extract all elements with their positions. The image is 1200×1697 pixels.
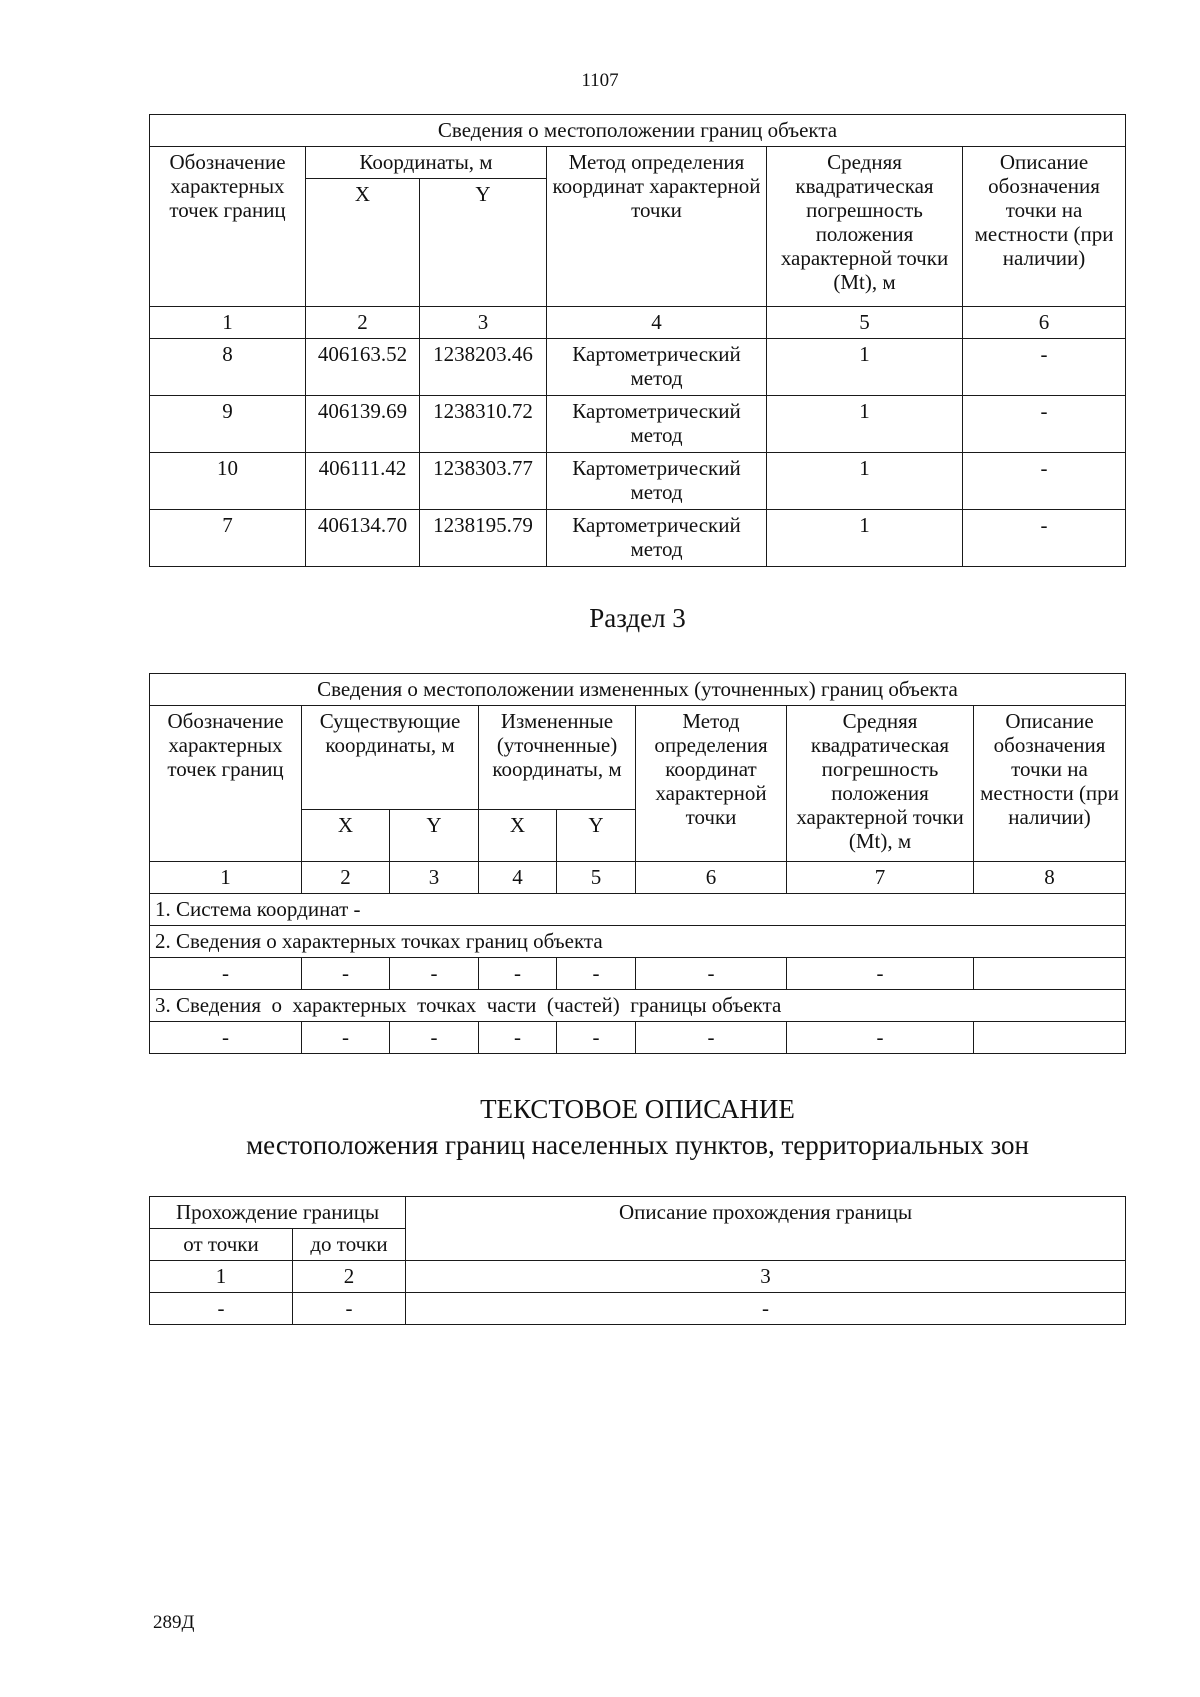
y-cell: 1238303.77 [420, 453, 547, 510]
column-numbers-row [150, 307, 1126, 339]
header-to-point: до точки [293, 1229, 406, 1261]
empty-cell: - [479, 1022, 557, 1054]
coordinate-system-row: 1. Система координат - [150, 894, 1126, 926]
table-row [150, 1293, 1126, 1325]
text-description-title: ТЕКСТОВОЕ ОПИСАНИЕ [480, 1094, 795, 1124]
column-number: 6 [636, 862, 787, 894]
header-from-point: от точки [150, 1229, 293, 1261]
column-numbers-row [150, 862, 1126, 894]
empty-cell: - [787, 958, 974, 990]
empty-cell: - [557, 958, 636, 990]
x-cell: 406111.42 [306, 453, 420, 510]
method-cell: Картометрический метод [547, 510, 767, 567]
header-passage: Прохождение границы [150, 1197, 406, 1229]
column-numbers-row [150, 1261, 1126, 1293]
method-cell: Картометрический метод [547, 339, 767, 396]
header-existing-coords: Существующие координаты, м [302, 706, 479, 810]
empty-cell: - [302, 1022, 390, 1054]
boundary-location-table [149, 114, 1126, 567]
empty-cell [974, 958, 1126, 990]
table-row [150, 958, 1126, 990]
header-error: Средняя квадратическая погрешность положения характерной точки (Mt), м [787, 706, 974, 862]
header-method: Метод определения координат характерной точки [547, 147, 767, 307]
point-cell: 10 [150, 453, 306, 510]
x-cell: 406134.70 [306, 510, 420, 567]
error-cell: 1 [767, 396, 963, 453]
header-changed-coords: Измененные (уточненные) координаты, м [479, 706, 636, 810]
description-cell: - [963, 453, 1126, 510]
header-coords: Координаты, м [306, 147, 547, 179]
empty-cell: - [557, 1022, 636, 1054]
description-cell: - [963, 339, 1126, 396]
column-number: 4 [547, 307, 767, 339]
column-number: 2 [302, 862, 390, 894]
description-cell: - [963, 510, 1126, 567]
column-number: 8 [974, 862, 1126, 894]
boundary-passage-table [149, 1196, 1126, 1325]
error-cell: 1 [767, 510, 963, 567]
method-cell: Картометрический метод [547, 396, 767, 453]
section-title: Раздел 3 [589, 603, 686, 633]
column-number: 1 [150, 862, 302, 894]
empty-cell: - [479, 958, 557, 990]
header-y: Y [420, 179, 547, 307]
header-existing-x: X [302, 810, 390, 862]
header-changed-x: X [479, 810, 557, 862]
description-cell: - [406, 1293, 1126, 1325]
column-number: 3 [420, 307, 547, 339]
point-cell: 9 [150, 396, 306, 453]
x-cell: 406139.69 [306, 396, 420, 453]
header-point: Обозначение характерных точек границ [150, 147, 306, 307]
empty-cell: - [150, 1022, 302, 1054]
table-row [150, 1022, 1126, 1054]
empty-cell [974, 1022, 1126, 1054]
footer-code: 289Д [153, 1612, 195, 1633]
y-cell: 1238195.79 [420, 510, 547, 567]
header-description: Описание обозначения точки на местности (при наличии) [974, 706, 1126, 862]
header-x: X [306, 179, 420, 307]
from-cell: - [150, 1293, 293, 1325]
column-number: 4 [479, 862, 557, 894]
text-description-subtitle: местоположения границ населенных пунктов, территориальных зон [246, 1130, 1029, 1160]
x-cell: 406163.52 [306, 339, 420, 396]
to-cell: - [293, 1293, 406, 1325]
page-number: 1107 [581, 70, 619, 91]
parts-section-title: 3. Сведения о характерных точках части (частей) границы объекта [150, 990, 1126, 1022]
header-method: Метод определения координат характерной точки [636, 706, 787, 862]
header-existing-y: Y [390, 810, 479, 862]
y-cell: 1238310.72 [420, 396, 547, 453]
column-number: 3 [390, 862, 479, 894]
table-row [150, 396, 1126, 453]
table-row [150, 339, 1126, 396]
column-number: 7 [787, 862, 974, 894]
error-cell: 1 [767, 453, 963, 510]
column-number: 3 [406, 1261, 1126, 1293]
column-number: 2 [293, 1261, 406, 1293]
table-row [150, 453, 1126, 510]
empty-cell: - [787, 1022, 974, 1054]
description-cell: - [963, 396, 1126, 453]
column-number: 1 [150, 307, 306, 339]
points-section-title: 2. Сведения о характерных точках границ объекта [150, 926, 1126, 958]
empty-cell: - [636, 1022, 787, 1054]
empty-cell: - [390, 1022, 479, 1054]
column-number: 6 [963, 307, 1126, 339]
column-number: 2 [306, 307, 420, 339]
point-cell: 7 [150, 510, 306, 567]
method-cell: Картометрический метод [547, 453, 767, 510]
header-point: Обозначение характерных точек границ [150, 706, 302, 862]
header-passage-description: Описание прохождения границы [406, 1197, 1126, 1261]
y-cell: 1238203.46 [420, 339, 547, 396]
empty-cell: - [150, 958, 302, 990]
table-row [150, 510, 1126, 567]
column-number: 1 [150, 1261, 293, 1293]
empty-cell: - [390, 958, 479, 990]
table-caption: Сведения о местоположении границ объекта [150, 115, 1126, 147]
empty-cell: - [636, 958, 787, 990]
header-description: Описание обозначения точки на местности (при наличии) [963, 147, 1126, 307]
column-number: 5 [767, 307, 963, 339]
changed-boundaries-table [149, 673, 1126, 1054]
point-cell: 8 [150, 339, 306, 396]
empty-cell: - [302, 958, 390, 990]
header-error: Средняя квадратическая погрешность положения характерной точки (Mt), м [767, 147, 963, 307]
column-number: 5 [557, 862, 636, 894]
header-changed-y: Y [557, 810, 636, 862]
error-cell: 1 [767, 339, 963, 396]
table-caption: Сведения о местоположении измененных (уточненных) границ объекта [150, 674, 1126, 706]
